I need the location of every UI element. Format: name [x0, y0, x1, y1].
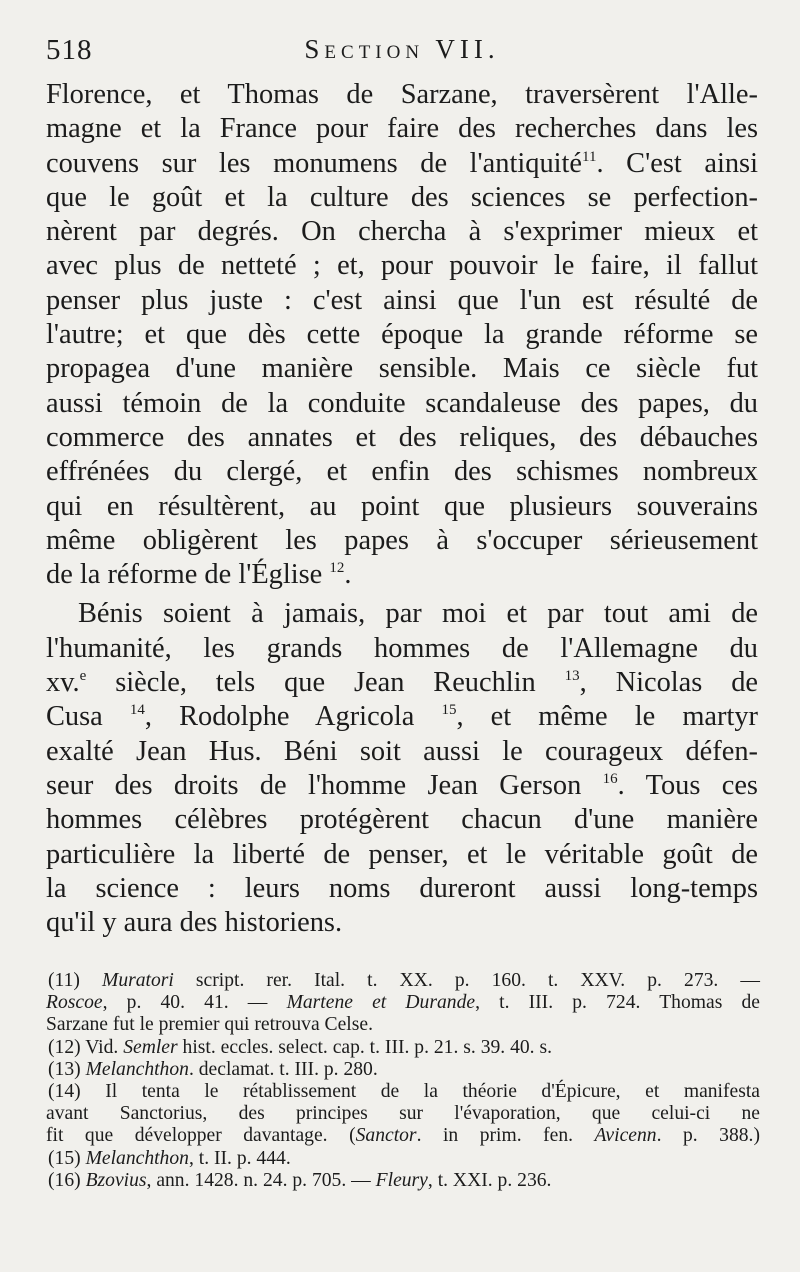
text-line: magne et la France pour faire des recherches dans les [46, 113, 758, 145]
text-line: que le goût et la culture des sciences se perfection- [46, 181, 758, 213]
footnote-12: (12) Vid. Semler hist. eccles. select. cap. t. III. p. 21. s. 39. 40. s. [48, 1036, 553, 1058]
footnote-11-cont: Sarzane fut le premier qui retrouva Celse. [46, 1014, 373, 1036]
text-line: l'humanité, les grands hommes de l'Allemagne du [46, 632, 758, 664]
footnote-ref[interactable]: 15 [441, 702, 457, 719]
text-line: Florence, et Thomas de Sarzane, traversèrent l'Alle- [46, 79, 758, 110]
text-line: l'autre; et que dès cette époque la grande réforme se [46, 319, 758, 351]
footnote-16: (16) Bzovius, ann. 1428. n. 24. p. 705. — Fleury, t. XXI. p. 236. [48, 1169, 552, 1191]
text-line: couvens sur les monumens de l'antiquité$^{11}$. C'est ainsi [46, 147, 758, 179]
footnotes [46, 970, 760, 1192]
footnote-13: (13) Melanchthon. declamat. t. III. p. 280. [48, 1058, 378, 1080]
text-line: particulière la liberté de penser, et le véritable goût de [46, 838, 758, 870]
footnote-15: (15) Melanchthon, t. II. p. 444. [48, 1147, 291, 1169]
text-line: nèrent par degrés. On chercha à s'exprimer mieux et [46, 216, 758, 248]
page-number: 518 [46, 34, 93, 66]
text-line: effrénées du clergé, et enfin des schismes nombreux [46, 456, 758, 488]
footnote-14: (14) Il tenta le rétablissement de la théorie d'Épicure, et manifesta [48, 1080, 760, 1102]
text-line: même obligèrent les papes à s'occuper sérieusement [46, 524, 758, 556]
text-line: qu'il y aura des historiens. [46, 907, 343, 939]
footnote-14-cont: avant Sanctorius, des principes sur l'évaporation, que celui-ci ne [46, 1103, 760, 1125]
footnote-ref[interactable]: 16 [602, 770, 618, 787]
text-line: aussi témoin de la conduite scandaleuse des papes, du [46, 387, 758, 419]
text-line: hommes célèbres protégèrent chacun d'une manière [46, 804, 758, 836]
running-head: Section VII. [304, 34, 500, 64]
page-header [42, 30, 762, 70]
text-line: Cusa $^{14}$, Rodolphe Agricola $^{15}$, et même le martyr [46, 701, 758, 733]
text-line: penser plus juste : c'est ainsi que l'un est résulté de [46, 284, 758, 316]
footnote-ref[interactable]: 12 [329, 560, 345, 577]
text-line: seur des droits de l'homme Jean Gerson $^{16}$. Tous ces [46, 769, 758, 801]
text-line: la science : leurs noms dureront aussi long-temps [46, 872, 758, 904]
text-line: Bénis soient à jamais, par moi et par tout ami de [78, 598, 758, 630]
main-text [46, 78, 758, 940]
text-line: xv.$^e$ siècle, tels que Jean Reuchlin $^{13}$, Nicolas de [46, 667, 758, 699]
footnote-ref[interactable]: 14 [129, 702, 145, 719]
footnote-14-cont: fit que développer davantage. (Sanctor. in prim. fen. Avicenn. p. 388.) [46, 1125, 760, 1147]
text-line: avec plus de netteté ; et, pour pouvoir le faire, il fallut [46, 250, 758, 282]
text-line: de la réforme de l'Église $^{12}$. [46, 559, 352, 591]
footnote-11: (11) Muratori script. rer. Ital. t. XX. p. 160. t. XXV. p. 273. — [48, 970, 760, 991]
footnote-11-cont: Roscoe, p. 40. 41. — Martene et Durande, t. III. p. 724. Thomas de [46, 992, 760, 1014]
footnote-ref[interactable]: 13 [564, 668, 580, 685]
text-line: exalté Jean Hus. Béni soit aussi le courageux défen- [46, 735, 758, 767]
text-line: propagea d'une manière sensible. Mais ce siècle fut [46, 353, 758, 385]
footnote-ref[interactable]: 11 [582, 148, 597, 165]
text-line: qui en résultèrent, au point que plusieurs souverains [46, 490, 758, 522]
text-line: commerce des annates et des reliques, des débauches [46, 421, 758, 453]
